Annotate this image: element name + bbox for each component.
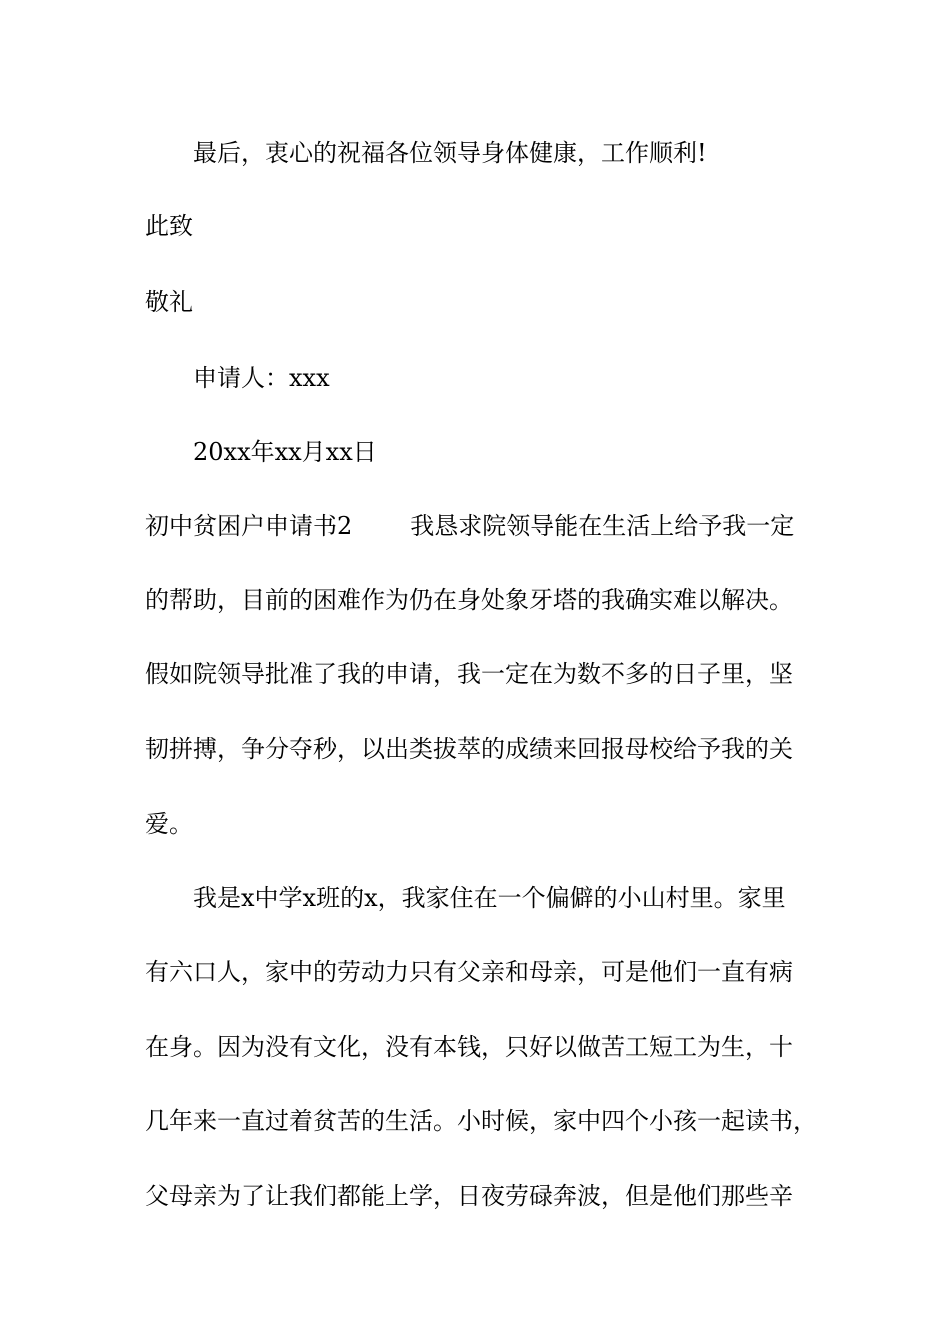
salutation-jing-li: 敬礼 <box>145 288 193 316</box>
paragraph1-line-2: 的帮助，目前的困难作为仍在身处象牙塔的我确实难以解决。 <box>145 586 793 614</box>
paragraph1-line-1: 我恳求院领导能在生活上给予我一定 <box>410 512 795 540</box>
paragraph1-line-5: 爱。 <box>145 810 193 838</box>
paragraph1-line-3: 假如院领导批准了我的申请，我一定在为数不多的日子里，坚 <box>145 660 793 688</box>
closing-wish: 最后，衷心的祝福各位领导身体健康，工作顺利! <box>193 139 707 167</box>
paragraph2-line-3: 在身。因为没有文化，没有本钱，只好以做苦工短工为生，十 <box>145 1033 793 1061</box>
section-title-line <box>145 510 825 542</box>
date-line: 20xx年xx月xx日 <box>193 438 377 466</box>
paragraph2-line-5: 父母亲为了让我们都能上学，日夜劳碌奔波，但是他们那些辛 <box>145 1182 793 1210</box>
salutation-ci-zhi: 此致 <box>145 212 193 240</box>
paragraph2-line-1: 我是x中学x班的x，我家住在一个偏僻的小山村里。家里 <box>193 884 786 912</box>
applicant-line: 申请人：xxx <box>193 364 330 392</box>
section-title: 初中贫困户申请书2 <box>145 512 353 540</box>
paragraph1-line-4: 韧拼搏，争分夺秒，以出类拔萃的成绩来回报母校给予我的关 <box>145 735 793 763</box>
paragraph2-line-2: 有六口人，家中的劳动力只有父亲和母亲，可是他们一直有病 <box>145 958 793 986</box>
paragraph2-line-4: 几年来一直过着贫苦的生活。小时候，家中四个小孩一起读书， <box>145 1107 817 1135</box>
